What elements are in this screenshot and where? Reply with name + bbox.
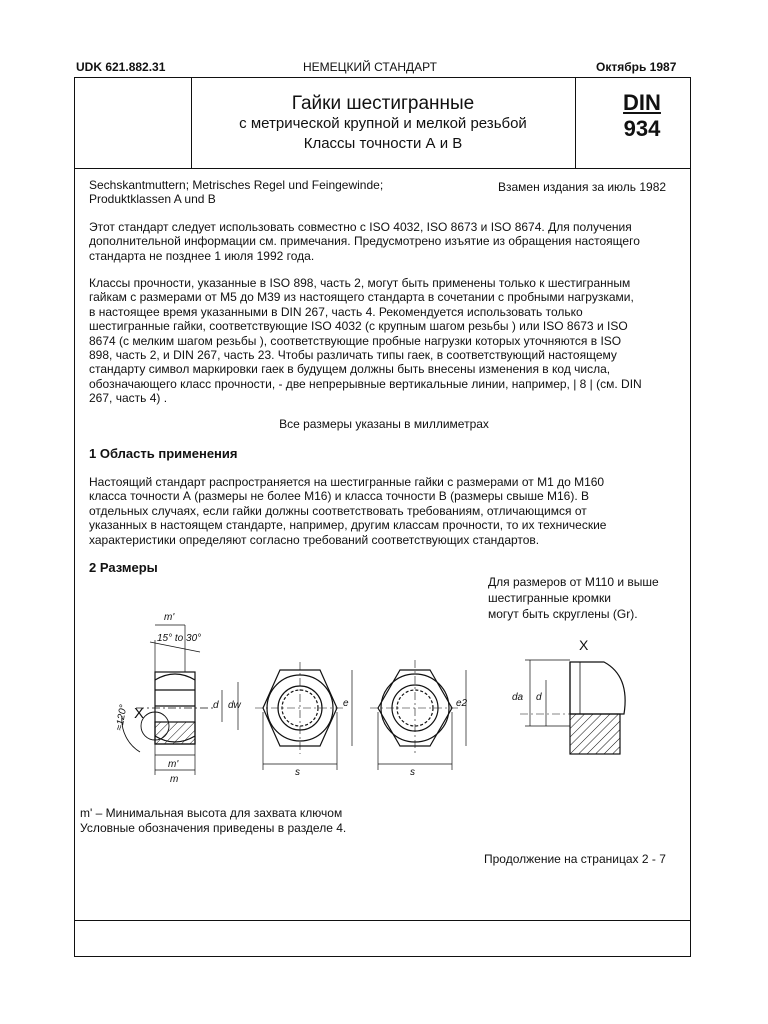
strength-line: Классы прочности, указанные в ISO 898, часть 2, могут быть применены только к шестигранным <box>89 276 631 290</box>
continuation-note: Продолжение на страницах 2 - 7 <box>484 852 666 866</box>
german-title-line-1: Sechskantmuttern; Metrisches Regel und Feingewinde; <box>89 178 384 192</box>
hex-view-plain <box>370 660 466 770</box>
label-e2: e2 <box>456 698 468 709</box>
title-line-1: Гайки шестигранные <box>291 93 475 114</box>
label-dw: dw <box>228 700 241 711</box>
strength-line: в настоящее время указанными в DIN 267, часть 4. Рекомендуется использовать только <box>89 304 583 319</box>
label-d-detail: d <box>536 692 542 703</box>
hex-view-chamfered <box>255 662 352 770</box>
label-angle-120: ≈120° <box>114 703 130 732</box>
large-sizes-line-3: могут быть скруглены (Gr). <box>488 607 638 621</box>
title-line-2: с метрической крупной и мелкой резьбой <box>239 115 527 132</box>
issue-date: Октябрь 1987 <box>596 60 677 74</box>
section-2-heading: 2 Размеры <box>89 560 158 575</box>
label-detail-x: X <box>579 637 589 653</box>
label-s-1: s <box>295 767 300 778</box>
intro-line: стандарта не позднее 1 июля 1992 года. <box>89 248 315 263</box>
large-sizes-line-2: шестигранные кромки <box>488 591 611 605</box>
section-1-heading: 1 Область применения <box>89 446 238 461</box>
din-label: DIN <box>623 90 661 115</box>
section-1-line: класса точности А (размеры не более М16) и класса точности В (размеры свыше М16). В <box>89 489 590 504</box>
label-da: da <box>512 692 524 703</box>
section-1-line: характеристики определяют согласно требований соответствующих стандартов. <box>89 532 540 547</box>
section-1-line: отдельных случаях, если гайки должны соответствовать требованиям, отличающимся от <box>89 503 587 518</box>
din-number: 934 <box>623 116 661 141</box>
label-m-prime-top: m' <box>164 612 175 623</box>
title-line-3: Классы точности А и В <box>303 135 463 152</box>
intro-line: дополнительной информации см. примечания. Предусмотрено изъятие из обращения настоящего <box>89 234 640 249</box>
strength-line: шестигранные гайки, соответствующие ISO 4032 (с крупным шагом резьбы ) или ISO 8673 и ISO <box>89 319 628 334</box>
strength-line: 898, часть 2, и DIN 267, часть 23. Чтобы различать типы гаек, в соответствующий настоящему <box>89 348 617 363</box>
label-angle: 15° to 30° <box>157 633 202 644</box>
replaces-note: Взамен издания за июль 1982 <box>498 180 667 194</box>
large-sizes-line-1: Для размеров от М110 и выше <box>488 575 659 589</box>
side-view <box>122 625 238 775</box>
strength-line: 8674 (с мелким шагом резьбы ), соответствующие пробные нагрузки которых уточняются в ISO <box>89 333 622 348</box>
footnote-symbols: Условные обозначения приведены в разделе 4. <box>80 821 347 835</box>
strength-line: стандарту символ маркировки гаек в будущем должны быть внесены изменения в код числа, <box>89 362 611 377</box>
label-d: d <box>213 700 219 711</box>
label-e: e <box>343 698 349 709</box>
label-m-prime-bottom: m' <box>168 759 179 770</box>
strength-line: гайкам с размерами от М5 до М39 из настоящего стандарта в сочетании с пробными нагрузками, <box>89 290 634 305</box>
section-1-line: Настоящий стандарт распространяется на шестигранные гайки с размерами от М1 до М160 <box>89 475 605 489</box>
strength-line: обозначающего класс прочности, - две непрерывные вертикальные линии, например, | 8 | (см. DIN <box>89 376 642 391</box>
standard-type: НЕМЕЦКИЙ СТАНДАРТ <box>303 60 437 74</box>
strength-line: 267, часть 4) . <box>89 391 168 406</box>
units-note: Все размеры указаны в миллиметрах <box>279 417 489 431</box>
section-1-line: указанных в настоящем стандарте, например, другим классам прочности, то их технические <box>89 518 607 533</box>
label-s-2: s <box>410 767 415 778</box>
udk-code: UDK 621.882.31 <box>76 60 166 74</box>
german-title-line-2: Produktklassen A und B <box>89 192 216 206</box>
label-x-side: X <box>134 705 145 722</box>
footnotes <box>80 806 346 836</box>
footnote-m-prime: m' – Минимальная высота для захвата ключом <box>80 806 343 820</box>
intro-line: Этот стандарт следует использовать совместно с ISO 4032, ISO 8673 и ISO 8674. Для получения <box>89 220 632 234</box>
label-m: m <box>170 774 179 785</box>
detail-x-view <box>520 660 626 754</box>
